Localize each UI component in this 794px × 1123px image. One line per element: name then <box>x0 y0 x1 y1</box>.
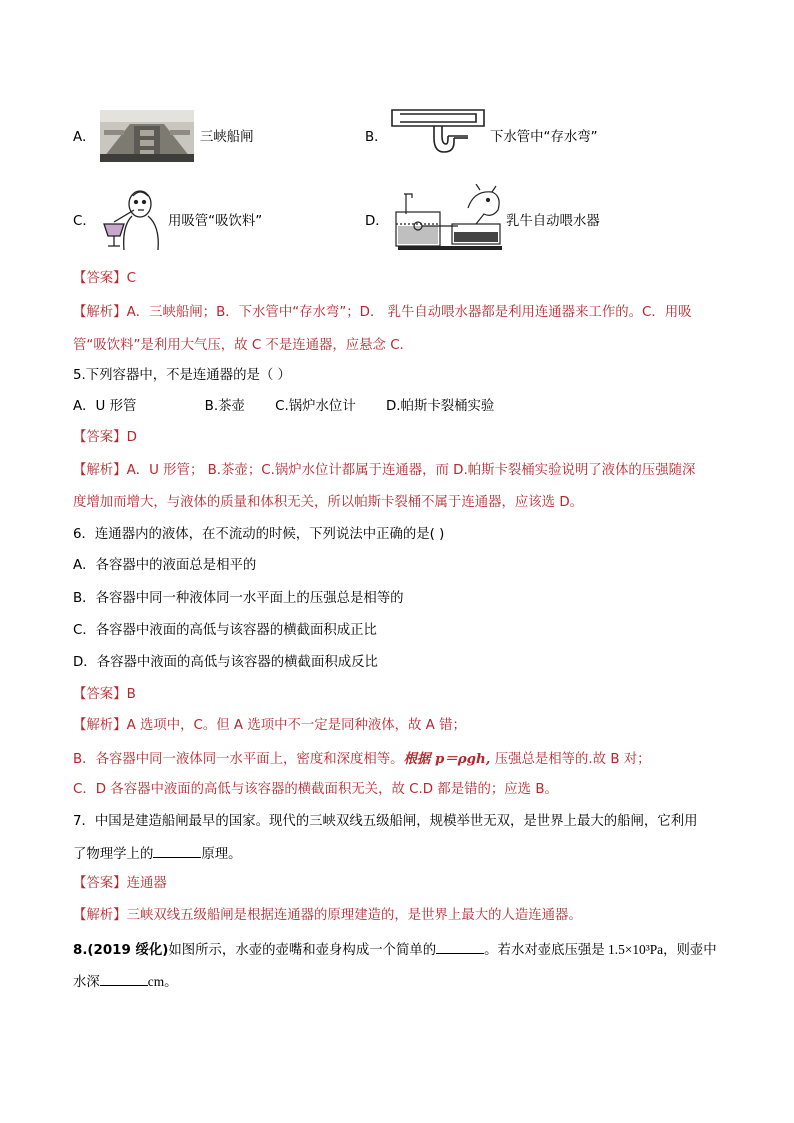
analysis-label: 【解析】 <box>73 463 127 478</box>
q7-stem-line2 <box>73 843 242 865</box>
analysis-label: 【解析】 <box>73 718 127 733</box>
option-d-letter: D． <box>365 214 389 229</box>
sink-trap-drawing-icon <box>390 108 486 164</box>
q7-answer <box>73 874 167 894</box>
q6-option-c: C．各容器中液面的高低与该容器的横截面积成正比 <box>73 623 377 638</box>
ship-lock-photo-icon <box>100 110 194 162</box>
q6-answer <box>73 685 136 705</box>
answer-label: 【答案】 <box>73 876 127 891</box>
analysis-label: 【解析】 <box>73 908 127 923</box>
q6-option-b: B．各容器中同一种液体同一水平面上的压强总是相等的 <box>73 591 404 606</box>
option-a-letter: A． <box>73 130 96 145</box>
q7-analysis-line1 <box>73 906 582 926</box>
q7-text: 了物理学上的 <box>73 847 154 862</box>
answer-label: 【答案】 <box>73 687 127 702</box>
fill-blank <box>100 971 148 986</box>
option-d-text: 乳牛自动喂水器 <box>506 214 600 229</box>
q6-analysis-line2 <box>73 749 651 770</box>
q4-answer <box>73 269 136 289</box>
answer-value: B <box>126 687 136 702</box>
q6-option-d: D．各容器中液面的高低与该容器的横截面积成反比 <box>73 655 378 670</box>
option-b-letter: B． <box>365 130 388 145</box>
q7-stem-line1: 7．中国是建造船闸最早的国家。现代的三峡双线五级船闸，规模举世无双，是世界上最大的船闸，它利用 <box>73 814 698 829</box>
answer-value: C <box>126 271 136 286</box>
fill-blank <box>153 843 201 858</box>
analysis-text: 三峡双线五级船闸是根据连通器的原理建造的，是世界上最大的人造连通器。 <box>126 908 582 923</box>
answer-value: D <box>126 430 137 445</box>
analysis-text: A．三峡船闸；B．下水管中“存水弯”；D． 乳牛自动喂水器都是利用连通器来工作的。C．用吸 <box>126 305 692 320</box>
analysis-text: 压强总是相等的.故 B 对； <box>490 752 651 767</box>
q5-options <box>73 397 494 417</box>
analysis-text: A．U 形管； B.茶壶；C.锅炉水位计都属于连通器，而 D.帕斯卡裂桶实验说明了液体的压强随深 <box>126 463 696 478</box>
q8-source: (2019 绥化) <box>87 943 169 958</box>
q8-text: 水深 <box>73 975 100 990</box>
analysis-text: A 选项中，C。但 A 选项中不一定是同种液体，故 A 错； <box>126 718 466 733</box>
analysis-label: 【解析】 <box>73 305 127 320</box>
q6-stem: 6．连通器内的液体，在不流动的时候，下列说法中正确的是( ) <box>73 527 445 542</box>
q7-text: 原理。 <box>201 847 242 862</box>
formula-text: 根据 p＝ρgh, <box>403 751 491 767</box>
q8-text: 如图所示，水壶的壶嘴和壶身构成一个简单的 <box>168 943 437 958</box>
q8-stem-line2 <box>73 971 178 993</box>
q4-analysis-line2: 管“吸饮料”是利用大气压，故 C 不是连通器，应悬念 C. <box>73 338 404 353</box>
option-a-text: 三峡船闸 <box>200 130 254 145</box>
q6-analysis-line1 <box>73 716 466 736</box>
answer-value: 连通器 <box>126 876 167 891</box>
q5-option-b: B.茶壶 <box>204 399 245 414</box>
q4-analysis-line1 <box>73 303 692 323</box>
answer-label: 【答案】 <box>73 271 127 286</box>
q5-option-d: D.帕斯卡裂桶实验 <box>385 399 495 414</box>
q5-answer <box>73 428 137 448</box>
q6-analysis-line3: C．D 各容器中液面的高低与该容器的横截面积无关，故 C.D 都是错的；应选 B。 <box>73 782 558 797</box>
fill-blank <box>436 939 484 954</box>
person-straw-drawing-icon <box>100 186 166 252</box>
q8-stem-line1 <box>73 939 717 961</box>
q5-stem: 5.下列容器中，不是连通器的是（ ） <box>73 368 291 383</box>
option-c-text: 用吸管“吸饮料” <box>168 214 263 229</box>
q6-option-a: A．各容器中的液面总是相平的 <box>73 558 257 573</box>
q5-option-c: C.锅炉水位计 <box>275 399 356 414</box>
cow-waterer-drawing-icon <box>392 184 504 256</box>
q8-number: 8. <box>73 943 88 958</box>
q5-analysis-line1 <box>73 461 695 481</box>
q5-analysis-line2: 度增加而增大，与液体的质量和体积无关，所以帕斯卡裂桶不属于连通器，应该选 D。 <box>73 495 584 510</box>
answer-label: 【答案】 <box>73 430 127 445</box>
option-b-text: 下水管中“存水弯” <box>490 130 598 145</box>
analysis-text: B．各容器中同一液体同一水平面上，密度和深度相等。 <box>73 752 404 767</box>
option-c-letter: C． <box>73 214 96 229</box>
q8-text: cm。 <box>147 974 178 989</box>
q5-option-a: A．U 形管 <box>73 399 137 414</box>
q8-text: 。若水对壶底压强是 1.5×10³Pa，则壶中 <box>484 942 717 957</box>
